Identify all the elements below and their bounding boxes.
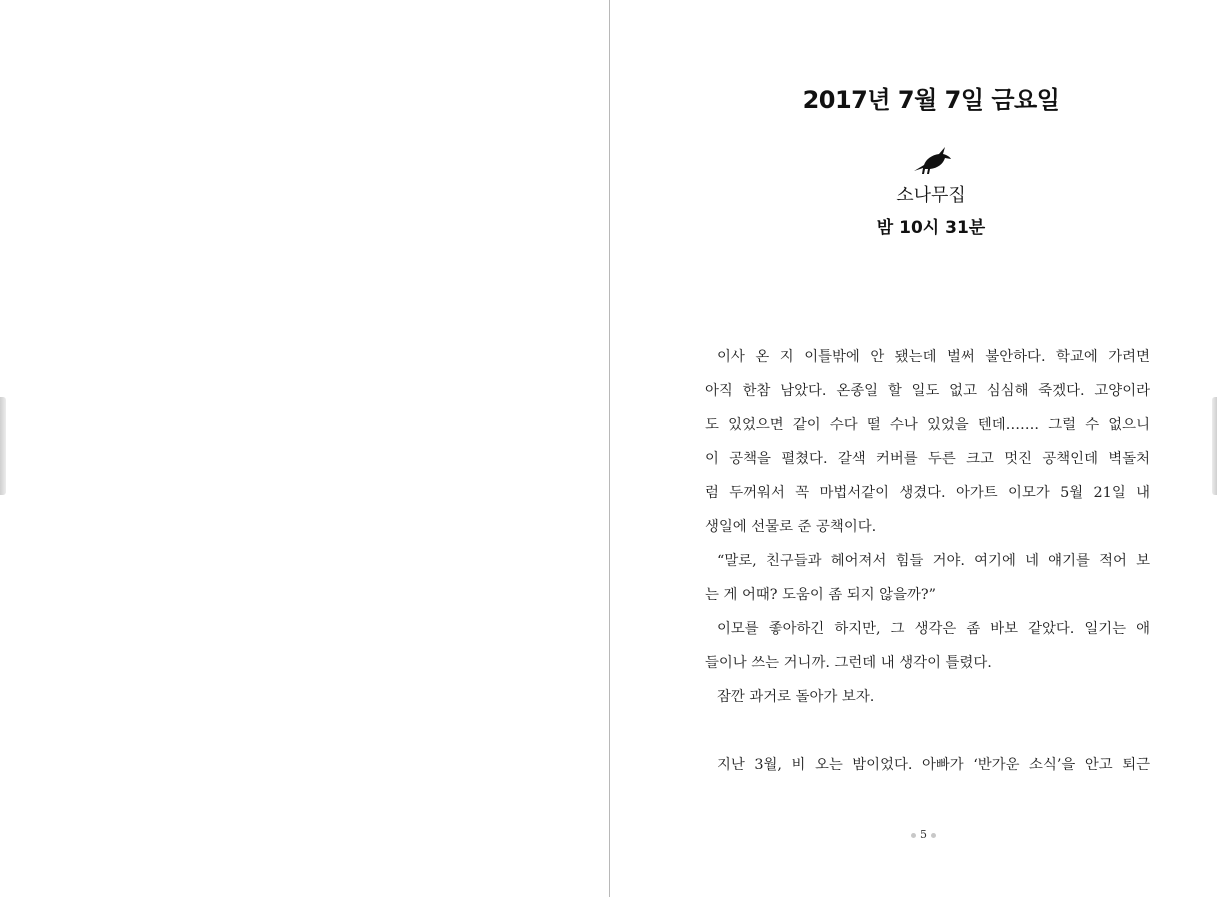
text-line: 잠깐 과거로 돌아가 보자. <box>717 689 875 705</box>
page-number-value: 5 <box>920 828 927 841</box>
left-page-turn-handle[interactable] <box>0 397 6 495</box>
diary-body <box>705 340 1150 782</box>
crow-icon <box>912 145 952 175</box>
text-line: 는 게 어때? 도움이 좀 되지 않을까?” <box>705 587 936 603</box>
text-line: 도 있었으면 같이 수다 떨 수나 있었을 텐데……. 그럴 수 없으니 <box>705 417 1150 433</box>
text-line: 아직 한참 남았다. 온종일 할 일도 없고 심심해 죽겠다. 고양이라 <box>705 383 1150 399</box>
text-line: 지난 3월, 비 오는 밤이었다. 아빠가 ‘반가운 소식’을 안고 퇴근 <box>717 757 1150 773</box>
page-number <box>610 828 1217 841</box>
text-line: 생일에 선물로 준 공책이다. <box>705 519 877 535</box>
text-line: 들이나 쓰는 거니까. 그런데 내 생각이 틀렸다. <box>705 655 992 671</box>
text-line: 럼 두꺼워서 꼭 마법서같이 생겼다. 아가트 이모가 5월 21일 내 <box>705 485 1150 501</box>
folio-dot-right <box>931 833 936 838</box>
chapter-date-heading: 2017년 7월 7일 금요일 <box>802 86 1060 114</box>
paragraph-gap <box>705 714 1150 748</box>
text-line: 이모를 좋아하긴 하지만, 그 생각은 좀 바보 같았다. 일기는 애 <box>717 621 1150 637</box>
text-line: 이사 온 지 이틀밖에 안 됐는데 벌써 불안하다. 학교에 가려면 <box>717 349 1150 365</box>
text-line: “말로, 친구들과 헤어져서 힘들 거야. 여기에 네 얘기를 적어 보 <box>717 553 1150 569</box>
right-page-turn-handle[interactable] <box>1212 397 1217 495</box>
right-page <box>610 0 1217 897</box>
entry-place: 소나무집 <box>896 185 966 206</box>
text-line: 이 공책을 펼쳤다. 갈색 커버를 두른 크고 멋진 공책인데 벽돌처 <box>705 451 1150 467</box>
entry-time: 밤 10시 31분 <box>876 218 986 238</box>
folio-dot-left <box>911 833 916 838</box>
